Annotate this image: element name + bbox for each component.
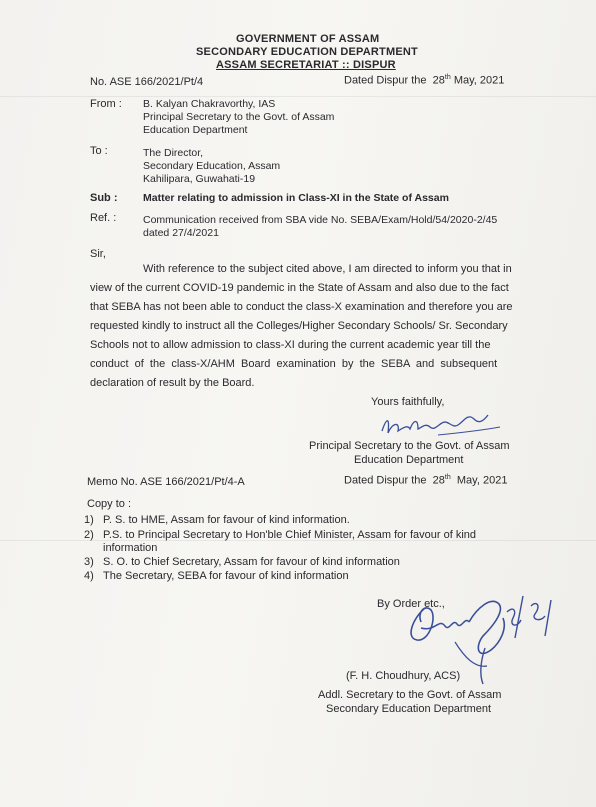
- to-label: To :: [90, 145, 108, 157]
- body-line: conduct of the class-X/AHM Board examination by the SEBA and subsequent: [90, 358, 498, 370]
- salutation: Sir,: [90, 248, 106, 260]
- memo-date-suffix: th: [444, 474, 451, 481]
- memo-date: [344, 474, 507, 487]
- date-day: 28: [432, 74, 445, 87]
- date-suffix: th: [444, 74, 451, 81]
- from-line-3: Education Department: [143, 124, 248, 136]
- reference-line-2: dated 27/4/2021: [143, 227, 219, 239]
- copy-item-num: 2): [84, 529, 94, 541]
- date-prefix: Dated Dispur the: [344, 74, 427, 87]
- signature-kalyan: [378, 405, 508, 443]
- date-rest: May, 2021: [453, 74, 505, 87]
- reference-label: Ref. :: [90, 212, 117, 224]
- copy-item-text: information: [103, 542, 158, 554]
- header-department: SECONDARY EDUCATION DEPARTMENT: [196, 46, 418, 58]
- signatory-line-2: Education Department: [354, 454, 464, 466]
- from-label: From :: [90, 98, 122, 110]
- addl-signatory-name: (F. H. Choudhury, ACS): [346, 670, 461, 682]
- reference-number: No. ASE 166/2021/Pt/4: [90, 76, 204, 88]
- memo-date-prefix: Dated Dispur the: [344, 474, 427, 487]
- addl-signatory-line-2: Secondary Education Department: [326, 703, 492, 715]
- copy-item-text: S. O. to Chief Secretary, Assam for favour of kind information: [103, 556, 400, 568]
- copy-item-num: 3): [84, 556, 94, 568]
- body-line: With reference to the subject cited above, I am directed to inform you that in: [143, 263, 512, 275]
- header-secretariat: ASSAM SECRETARIAT :: DISPUR: [216, 59, 396, 71]
- signatory-line-1: Principal Secretary to the Govt. of Assam: [309, 440, 510, 452]
- memo-number: Memo No. ASE 166/2021/Pt/4-A: [87, 476, 245, 488]
- body-line: view of the current COVID-19 pandemic in the State of Assam and also due to the fact: [90, 282, 509, 294]
- copy-to-label: Copy to :: [87, 498, 132, 510]
- copy-item-text: P. S. to HME, Assam for favour of kind information.: [103, 514, 350, 526]
- memo-date-rest: May, 2021: [456, 474, 508, 487]
- copy-item-text: P.S. to Principal Secretary to Hon'ble Chief Minister, Assam for favour of kind: [103, 529, 477, 541]
- from-line-1: B. Kalyan Chakravorthy, IAS: [143, 98, 276, 110]
- body-line: declaration of result by the Board.: [90, 377, 255, 389]
- to-line-1: The Director,: [143, 147, 204, 159]
- copy-item-num: 4): [84, 570, 94, 582]
- body-line: requested kindly to instruct all the Colleges/Higher Secondary Schools/ Sr. Secondary: [90, 320, 508, 332]
- addl-signatory-line-1: Addl. Secretary to the Govt. of Assam: [318, 689, 502, 701]
- header-government: GOVERNMENT OF ASSAM: [236, 33, 380, 45]
- subject-text: Matter relating to admission in Class-XI in the State of Assam: [143, 192, 449, 204]
- paper-fold: [0, 96, 596, 97]
- subject-label: Sub :: [90, 192, 118, 204]
- copy-item-num: 1): [84, 514, 94, 526]
- to-line-3: Kahilipara, Guwahati-19: [143, 173, 256, 185]
- reference-line-1: Communication received from SBA vide No. SEBA/Exam/Hold/54/2020-2/45: [143, 214, 498, 226]
- body-line: that SEBA has not been able to conduct the class-X examination and therefore you are: [90, 301, 513, 313]
- by-order: By Order etc.,: [377, 598, 445, 610]
- letter-date: [344, 74, 504, 87]
- body-line: Schools not to allow admission to class-XI during the current academic year till the: [90, 339, 491, 351]
- closing: Yours faithfully,: [371, 396, 445, 408]
- memo-date-day: 28: [432, 474, 445, 487]
- to-line-2: Secondary Education, Assam: [143, 160, 281, 172]
- from-line-2: Principal Secretary to the Govt. of Assam: [143, 111, 335, 123]
- copy-item-text: The Secretary, SEBA for favour of kind information: [103, 570, 349, 582]
